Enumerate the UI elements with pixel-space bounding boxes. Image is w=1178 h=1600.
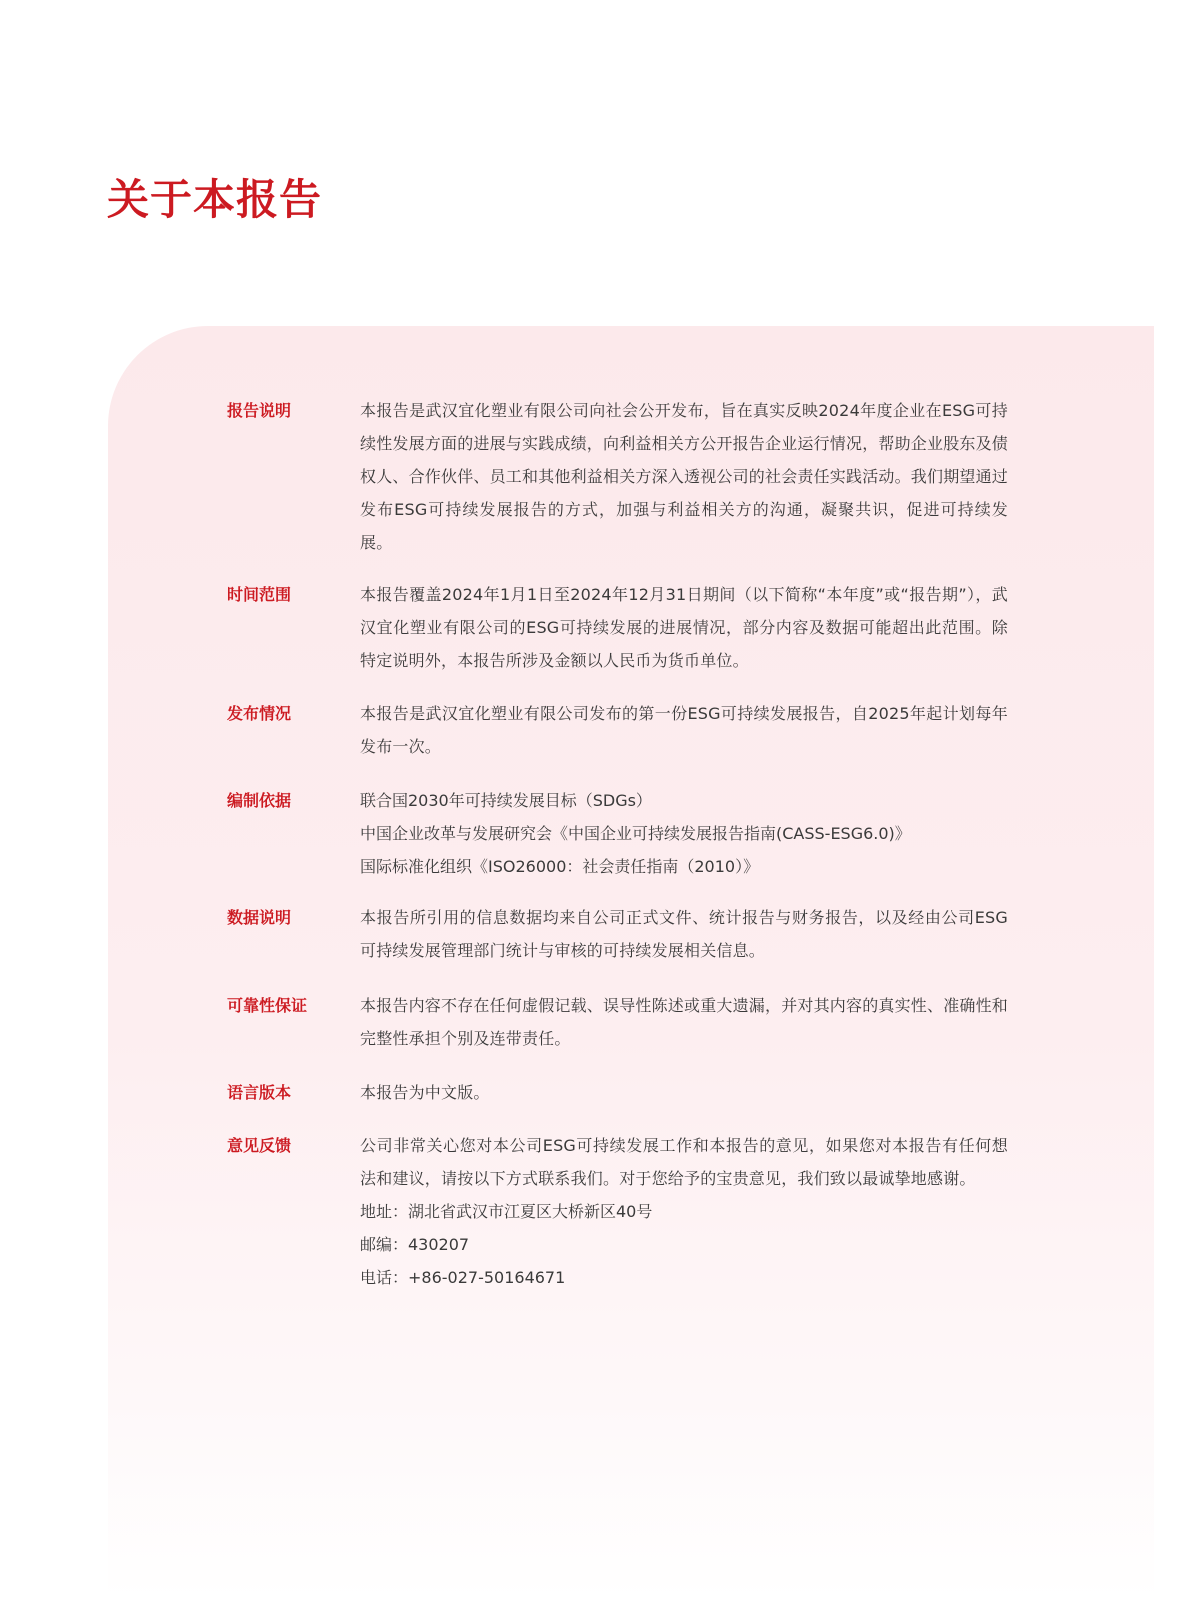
section-body <box>360 989 1008 1055</box>
basis-item: 中国企业改革与发展研究会《中国企业可持续发展报告指南(CASS-ESG6.0)》 <box>360 824 911 843</box>
contact-phone: 电话：+86-027-50164671 <box>360 1268 566 1287</box>
section-label: 发布情况 <box>227 704 292 723</box>
section-body <box>360 578 1008 677</box>
section-body <box>360 1129 1008 1294</box>
section-text: 公司非常关心您对本公司ESG可持续发展工作和本报告的意见，如果您对本报告有任何想法和建议，请按以下方式联系我们。对于您给予的宝贵意见，我们致以最诚挚地感谢。 <box>360 1136 1008 1188</box>
section-body <box>360 697 1008 763</box>
section-label: 语言版本 <box>227 1083 292 1102</box>
section-text: 本报告覆盖2024年1月1日至2024年12月31日期间（以下简称“本年度”或“报告期”），武汉宜化塑业有限公司的ESG可持续发展的进展情况，部分内容及数据可能超出此范围。除特定说明外，本报告所涉及金额以人民币为货币单位。 <box>360 585 1008 670</box>
section-text: 本报告是武汉宜化塑业有限公司发布的第一份ESG可持续发展报告，自2025年起计划每年发布一次。 <box>360 704 1008 756</box>
section-label: 时间范围 <box>227 585 292 604</box>
section-label: 意见反馈 <box>227 1136 292 1155</box>
content-panel <box>108 326 1154 1600</box>
section-body <box>360 784 1008 883</box>
basis-item: 国际标准化组织《ISO26000：社会责任指南（2010）》 <box>360 857 760 876</box>
contact-address: 地址：湖北省武汉市江夏区大桥新区40号 <box>360 1202 653 1221</box>
section-text: 本报告所引用的信息数据均来自公司正式文件、统计报告与财务报告，以及经由公司ESG可持续发展管理部门统计与审核的可持续发展相关信息。 <box>360 908 1008 960</box>
basis-item: 联合国2030年可持续发展目标（SDGs） <box>360 791 652 810</box>
contact-postcode: 邮编：430207 <box>360 1235 470 1254</box>
section-label: 报告说明 <box>227 401 292 420</box>
section-label: 数据说明 <box>227 908 292 927</box>
section-body <box>360 901 1008 967</box>
section-text: 本报告内容不存在任何虚假记载、误导性陈述或重大遗漏，并对其内容的真实性、准确性和完整性承担个别及连带责任。 <box>360 996 1009 1048</box>
section-text: 本报告是武汉宜化塑业有限公司向社会公开发布，旨在真实反映2024年度企业在ESG可持续性发展方面的进展与实践成绩，向利益相关方公开报告企业运行情况，帮助企业股东及债权人、合作伙伴、员工和其他利益相关方深入透视公司的社会责任实践活动。我们期望通过发布ESG可持续发展报告的方式，加强与利益相关方的沟通，凝聚共识，促进可持续发展。 <box>360 401 1009 552</box>
section-body <box>360 394 1008 559</box>
section-text: 本报告为中文版。 <box>360 1083 490 1102</box>
page-title: 关于本报告 <box>107 175 323 224</box>
section-body <box>360 1076 1008 1109</box>
section-label: 编制依据 <box>227 791 292 810</box>
section-label: 可靠性保证 <box>227 996 308 1015</box>
